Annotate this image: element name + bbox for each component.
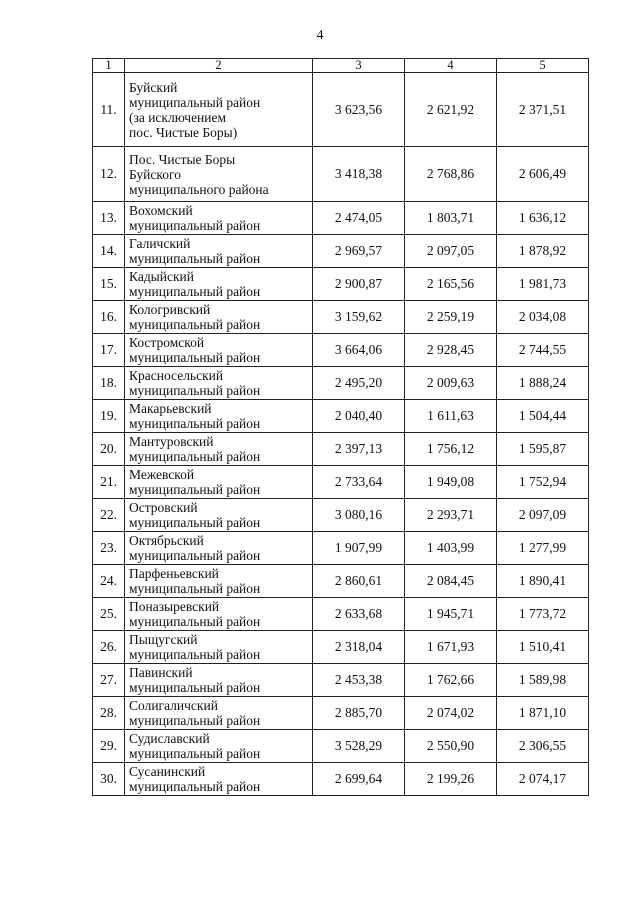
district-name-line: Пос. Чистые Боры [129, 151, 236, 167]
value-col-4: 2 550,90 [405, 730, 497, 763]
district-name [125, 235, 313, 268]
value-col-3: 2 453,38 [313, 664, 405, 697]
value-col-3: 2 040,40 [313, 400, 405, 433]
value-col-5: 1 277,99 [497, 532, 589, 565]
table-row [93, 202, 589, 235]
value-col-5: 2 306,55 [497, 730, 589, 763]
district-name-line: муниципальный район [129, 647, 261, 662]
row-number: 20. [93, 433, 125, 466]
district-name-line: Октябрьский [129, 533, 204, 548]
value-col-4: 1 611,63 [405, 400, 497, 433]
district-name-line: Пыщугский [129, 632, 198, 647]
district-name-line: муниципальный район [129, 779, 261, 794]
row-number: 15. [93, 268, 125, 301]
district-name [125, 73, 313, 147]
district-name-line: муниципальный район [129, 515, 261, 530]
district-name-line: Макарьевский [129, 401, 212, 416]
column-header-4: 4 [405, 59, 497, 73]
district-name-line: муниципальный район [129, 218, 261, 233]
value-col-4: 2 097,05 [405, 235, 497, 268]
table-row [93, 499, 589, 532]
district-name-line: Кадыйский [129, 269, 194, 284]
district-name [125, 433, 313, 466]
value-col-5: 1 878,92 [497, 235, 589, 268]
district-name-line: муниципальный район [129, 416, 261, 431]
district-name-line: муниципальный район [129, 251, 261, 266]
district-name-line: Судиславский [129, 731, 210, 746]
value-col-4: 2 928,45 [405, 334, 497, 367]
district-name-line: муниципальный район [129, 317, 261, 332]
district-name-line: муниципальный район [129, 383, 261, 398]
district-name [125, 367, 313, 400]
page-number: 4 [316, 28, 324, 43]
district-name [125, 664, 313, 697]
district-name-line: муниципальный район [129, 284, 261, 299]
column-header-2: 2 [125, 59, 313, 73]
value-col-4: 1 945,71 [405, 598, 497, 631]
table-row [93, 367, 589, 400]
value-col-5: 1 773,72 [497, 598, 589, 631]
district-name [125, 400, 313, 433]
value-col-4: 2 293,71 [405, 499, 497, 532]
district-name-line: Сусанинский [129, 764, 206, 779]
table-row [93, 697, 589, 730]
row-number: 28. [93, 697, 125, 730]
value-col-4: 2 009,63 [405, 367, 497, 400]
district-name [125, 334, 313, 367]
value-col-5: 2 074,17 [497, 763, 589, 796]
district-name-line: Солигаличский [129, 698, 218, 713]
table-header [93, 59, 589, 73]
table-row [93, 565, 589, 598]
value-col-5: 2 034,08 [497, 301, 589, 334]
row-number: 26. [93, 631, 125, 664]
table-row [93, 433, 589, 466]
district-name-line: муниципальный район [129, 746, 261, 761]
row-number: 27. [93, 664, 125, 697]
value-col-4: 1 403,99 [405, 532, 497, 565]
row-number: 24. [93, 565, 125, 598]
table-row [93, 730, 589, 763]
value-col-4: 2 621,92 [405, 73, 497, 147]
value-col-3: 3 418,38 [313, 147, 405, 202]
value-col-5: 1 752,94 [497, 466, 589, 499]
table-row [93, 598, 589, 631]
district-name-line: муниципальный район [129, 482, 261, 497]
row-number: 11. [93, 73, 125, 147]
row-number: 30. [93, 763, 125, 796]
district-name [125, 532, 313, 565]
value-col-4: 2 165,56 [405, 268, 497, 301]
value-col-3: 3 159,62 [313, 301, 405, 334]
district-name-line: Островский [129, 500, 198, 515]
column-header-3: 3 [313, 59, 405, 73]
value-col-4: 1 762,66 [405, 664, 497, 697]
value-col-5: 1 636,12 [497, 202, 589, 235]
value-col-4: 1 949,08 [405, 466, 497, 499]
value-col-3: 2 633,68 [313, 598, 405, 631]
district-name [125, 202, 313, 235]
value-col-3: 2 900,87 [313, 268, 405, 301]
row-number: 16. [93, 301, 125, 334]
value-col-5: 2 606,49 [497, 147, 589, 202]
table-row [93, 466, 589, 499]
value-col-5: 2 097,09 [497, 499, 589, 532]
row-number: 23. [93, 532, 125, 565]
table-row [93, 664, 589, 697]
row-number: 14. [93, 235, 125, 268]
district-name-line: Вохомский [129, 203, 193, 218]
table-row [93, 268, 589, 301]
value-col-5: 1 981,73 [497, 268, 589, 301]
district-name [125, 730, 313, 763]
value-col-3: 1 907,99 [313, 532, 405, 565]
value-col-3: 2 397,13 [313, 433, 405, 466]
value-col-4: 2 074,02 [405, 697, 497, 730]
value-col-3: 3 623,56 [313, 73, 405, 147]
district-name [125, 466, 313, 499]
table-row [93, 73, 589, 147]
district-name [125, 565, 313, 598]
value-col-3: 2 495,20 [313, 367, 405, 400]
value-col-4: 1 671,93 [405, 631, 497, 664]
district-name [125, 147, 313, 202]
district-name-line: Парфеньевский [129, 566, 219, 581]
district-name-line: муниципальный район [129, 614, 261, 629]
table-row [93, 235, 589, 268]
row-number: 19. [93, 400, 125, 433]
district-name-line: (за исключением [129, 109, 227, 125]
district-name-line: Галичский [129, 236, 191, 251]
table-row [93, 631, 589, 664]
district-name [125, 499, 313, 532]
district-name-line: муниципальный район [129, 548, 261, 563]
district-name-line: муниципальный район [129, 680, 261, 695]
column-header-1: 1 [93, 59, 125, 73]
district-name-line: Поназыревский [129, 599, 220, 614]
district-name-line: Павинский [129, 665, 193, 680]
value-col-5: 1 888,24 [497, 367, 589, 400]
value-col-4: 1 803,71 [405, 202, 497, 235]
value-col-3: 2 885,70 [313, 697, 405, 730]
district-name-line: Буйского [129, 166, 181, 182]
row-number: 13. [93, 202, 125, 235]
district-name-line: муниципальный район [129, 581, 261, 596]
district-name-line: Костромской [129, 335, 205, 350]
row-number: 17. [93, 334, 125, 367]
row-number: 18. [93, 367, 125, 400]
table-body [93, 73, 589, 796]
district-name-line: муниципальный район [129, 713, 261, 728]
value-col-3: 2 318,04 [313, 631, 405, 664]
district-name [125, 301, 313, 334]
value-col-3: 2 699,64 [313, 763, 405, 796]
row-number: 21. [93, 466, 125, 499]
value-col-5: 2 371,51 [497, 73, 589, 147]
value-col-3: 3 664,06 [313, 334, 405, 367]
value-col-5: 1 890,41 [497, 565, 589, 598]
table-row [93, 400, 589, 433]
district-name-line: Буйский [129, 79, 178, 95]
value-col-4: 1 756,12 [405, 433, 497, 466]
value-col-5: 1 871,10 [497, 697, 589, 730]
district-name-line: муниципального района [129, 181, 269, 197]
district-name [125, 763, 313, 796]
district-name-line: Межевской [129, 467, 195, 482]
value-col-5: 1 589,98 [497, 664, 589, 697]
district-name-line: Мантуровский [129, 434, 214, 449]
value-col-4: 2 259,19 [405, 301, 497, 334]
value-col-3: 3 528,29 [313, 730, 405, 763]
district-name [125, 697, 313, 730]
row-number: 29. [93, 730, 125, 763]
value-col-3: 3 080,16 [313, 499, 405, 532]
value-col-3: 2 733,64 [313, 466, 405, 499]
value-col-5: 1 510,41 [497, 631, 589, 664]
district-name-line: пос. Чистые Боры) [129, 124, 238, 140]
value-col-3: 2 474,05 [313, 202, 405, 235]
district-name [125, 631, 313, 664]
table-row [93, 763, 589, 796]
district-name-line: муниципальный район [129, 94, 261, 110]
value-col-5: 1 504,44 [497, 400, 589, 433]
value-col-3: 2 860,61 [313, 565, 405, 598]
district-name-line: муниципальный район [129, 350, 261, 365]
district-name-line: Красносельский [129, 368, 224, 383]
table-row [93, 147, 589, 202]
district-name [125, 268, 313, 301]
value-col-5: 1 595,87 [497, 433, 589, 466]
column-header-5: 5 [497, 59, 589, 73]
row-number: 22. [93, 499, 125, 532]
value-col-4: 2 084,45 [405, 565, 497, 598]
row-number: 12. [93, 147, 125, 202]
table-row [93, 532, 589, 565]
value-col-4: 2 199,26 [405, 763, 497, 796]
value-col-4: 2 768,86 [405, 147, 497, 202]
district-name [125, 598, 313, 631]
district-name-line: муниципальный район [129, 449, 261, 464]
district-name-line: Кологривский [129, 302, 211, 317]
row-number: 25. [93, 598, 125, 631]
municipal-data-table [92, 58, 589, 796]
table-row [93, 334, 589, 367]
table-row [93, 301, 589, 334]
value-col-5: 2 744,55 [497, 334, 589, 367]
value-col-3: 2 969,57 [313, 235, 405, 268]
